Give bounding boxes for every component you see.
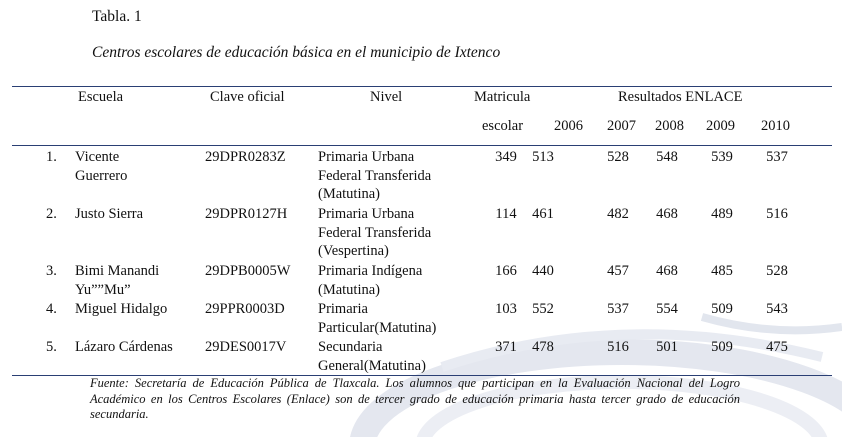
header-year: 2008 [655,118,684,134]
school-level: Primaria Urbana Federal Transferida (Matutina) [318,149,432,202]
score-2010: 528 [766,263,788,279]
header-year: 2006 [554,118,583,134]
row-number: 4. [46,301,57,317]
enrollment-value: 114 [495,206,517,222]
score-2006: 552 [532,301,554,317]
school-name: Vicente Guerrero [75,149,128,184]
score-2008: 468 [656,206,678,222]
source-note: Fuente: Secretaría de Educación Pública de Tlaxcala. Los alumnos que participan en la Evaluación Nacional del Logro Académico en los Centros Escolares (Enlace) son de tercer grado de educación primaria hasta tercer grado de educación secundaria. [90,376,740,421]
header-nivel: Nivel [370,89,403,105]
official-code: 29DPR0127H [205,206,288,222]
score-2007: 457 [607,263,629,279]
score-2007: 516 [607,339,629,355]
school-level: Secundaria General(Matutina) [318,339,426,374]
header-escolar: escolar [482,118,524,134]
official-code: 29DPR0283Z [205,149,286,165]
row-number: 5. [46,339,57,355]
score-2009: 489 [711,206,733,222]
row-number: 3. [46,263,57,279]
table-title: Centros escolares de educación básica en el municipio de Ixtenco [92,44,501,61]
score-2008: 554 [656,301,678,317]
score-2008: 548 [656,149,678,165]
header-year: 2010 [761,118,790,134]
header-rule [12,145,832,146]
score-2008: 468 [656,263,678,279]
score-2009: 509 [711,339,733,355]
score-2008: 501 [656,339,678,355]
score-2010: 537 [766,149,788,165]
enrollment-value: 103 [495,301,517,317]
header-year: 2007 [607,118,636,134]
score-2006: 513 [532,149,554,165]
top-rule [12,86,832,87]
header-resultados: Resultados ENLACE [618,89,743,105]
row-number: 1. [46,149,57,165]
school-name: Justo Sierra [75,206,144,222]
score-2006: 478 [532,339,554,355]
score-2010: 475 [766,339,788,355]
school-name: Lázaro Cárdenas [75,339,173,355]
header-matricula: Matricula [474,89,531,105]
row-number: 2. [46,206,57,222]
score-2006: 461 [532,206,554,222]
enrollment-value: 349 [495,149,517,165]
header-escuela: Escuela [78,89,124,105]
table-label: Tabla. 1 [92,8,142,25]
enrollment-value: 166 [495,263,517,279]
score-2009: 485 [711,263,733,279]
score-2006: 440 [532,263,554,279]
school-level: Primaria Urbana Federal Transferida (Vespertina) [318,206,432,259]
school-name: Miguel Hidalgo [75,301,168,317]
score-2010: 543 [766,301,788,317]
official-code: 29DES0017V [205,339,287,355]
score-2007: 482 [607,206,629,222]
score-2007: 528 [607,149,629,165]
score-2010: 516 [766,206,788,222]
official-code: 29PPR0003D [205,301,285,317]
header-year: 2009 [706,118,735,134]
school-level: Primaria Particular(Matutina) [318,301,437,336]
score-2009: 539 [711,149,733,165]
header-clave: Clave oficial [210,89,285,105]
score-2009: 509 [711,301,733,317]
school-name: Bimi Manandi Yu””Mu” [75,263,160,298]
school-level: Primaria Indígena (Matutina) [318,263,423,298]
official-code: 29DPB0005W [205,263,291,279]
enrollment-value: 371 [495,339,517,355]
score-2007: 537 [607,301,629,317]
